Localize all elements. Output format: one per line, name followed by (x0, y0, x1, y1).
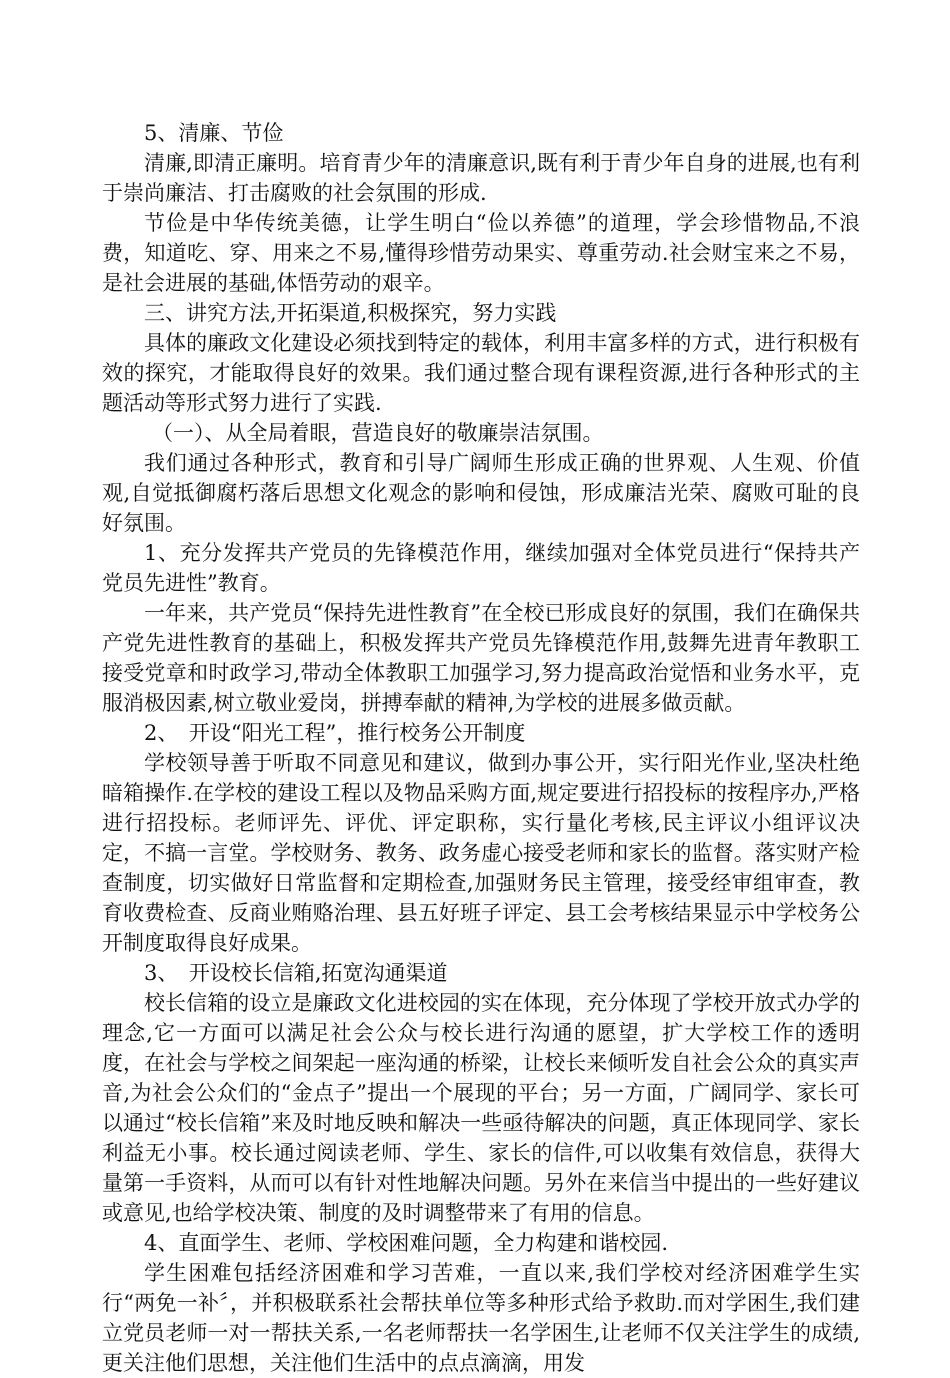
item-heading-sunshine-project: 2、 开设“阳光工程”，推行校务公开制度 (144, 721, 526, 745)
paragraph-principal-mailbox: 校长信箱的设立是廉政文化进校园的实在体现，充分体现了学校开放式办学的理念,它一方面可以满足社会公众与校长进行沟通的愿望，扩大学校工作的透明度，在社会与学校之间架起一座沟通的桥梁，让校长来倾听发自社会公众的真实声音,为社会公众们的“金点子”提出一个展现的平台；另一方面，广阔同学、家长可以通过“校长信箱”来及时地反映和解决一些亟待解决的问题，真正体现同学、家长利益无小事。校长通过阅读老师、学生、家长的信件,可以收集有效信息，获得大量第一手资料，从而可以有针对性地解决问题。另外在来信当中提出的一些好建议或意见,也给学校决策、制度的及时调整带来了有用的信息。 (102, 991, 860, 1225)
paragraph-integrity-definition: 清廉,即清正廉明。培育青少年的清廉意识,既有利于青少年自身的进展,也有利于崇尚廉洁、打击腐败的社会氛围的形成. (102, 151, 860, 205)
paragraph-school-affairs-disclosure: 学校领导善于听取不同意见和建议，做到办事公开，实行阳光作业,坚决杜绝暗箱操作.在学校的建设工程以及物品采购方面,规定要进行招投标的按程序办,严格进行招投标。老师评先、评优、评定职称，实行量化考核,民主评议小组评议决定，不搞一言堂。学校财务、教务、政务虚心接受老师和家长的监督。落实财产检查制度，切实做好日常监督和定期检查,加强财务民主管理，接受经审组审查，教育收费检查、反商业贿赂治理、县五好班子评定、县工会考核结果显示中学校务公开制度取得良好成果。 (102, 751, 860, 955)
item-heading-party-members: 1、充分发挥共产党员的先锋模范作用，继续加强对全体党员进行“保持共产党员先进性”教育。 (102, 541, 860, 595)
paragraph-party-members: 一年来，共产党员“保持先进性教育”在全校已形成良好的氛围，我们在确保共产党先进性教育的基础上，积极发挥共产党员先锋模范作用,鼓舞先进青年教职工接受党章和时政学习,带动全体教职工加强学习,努力提高政治觉悟和业务水平，克服消极因素,树立敬业爱岗，拼搏奉献的精神,为学校的进展多做贡献。 (102, 601, 860, 715)
paragraph-methods-intro: 具体的廉政文化建设必须找到特定的载体，利用丰富多样的方式，进行积极有效的探究，才能取得良好的效果。我们通过整合现有课程资源,进行各种形式的主题活动等形式努力进行了实践. (102, 331, 860, 415)
item-heading-principal-mailbox: 3、 开设校长信箱,拓宽沟通渠道 (144, 961, 448, 985)
paragraph-frugality: 节俭是中华传统美德，让学生明白“俭以养德”的道理，学会珍惜物品,不浪费，知道吃、穿、用来之不易,懂得珍惜劳动果实、尊重劳动.社会财宝来之不易，是社会进展的基础,体悟劳动的艰辛。 (102, 211, 860, 295)
item-heading-harmonious-campus: 4、直面学生、老师、学校困难问题，全力构建和谐校园. (144, 1231, 669, 1255)
subsection-heading-overall: （一）、从全局着眼，营造良好的敬廉崇洁氛围。 (152, 421, 604, 445)
section-heading-methods: 三、讲究方法,开拓渠道,积极探究，努力实践 (144, 301, 557, 325)
paragraph-student-difficulties: 学生困难包括经济困难和学习苦难，一直以来,我们学校对经济困难学生实行“两免一补〞，并积极联系社会帮扶单位等多种形式给予救助.而对学困生,我们建立党员老师一对一帮扶关系,一名老师帮扶一名学困生,让老师不仅关注学生的成绩,更关注他们思想，关注他们生活中的点点滴滴，用发 (102, 1261, 860, 1375)
document-body (102, 118, 860, 1378)
paragraph-overall-atmosphere: 我们通过各种形式，教育和引导广阔师生形成正确的世界观、人生观、价值观,自觉抵御腐朽落后思想文化观念的影响和侵蚀，形成廉洁光荣、腐败可耻的良好氛围。 (102, 451, 860, 535)
section-heading-frugality: 5、清廉、节俭 (144, 121, 284, 145)
